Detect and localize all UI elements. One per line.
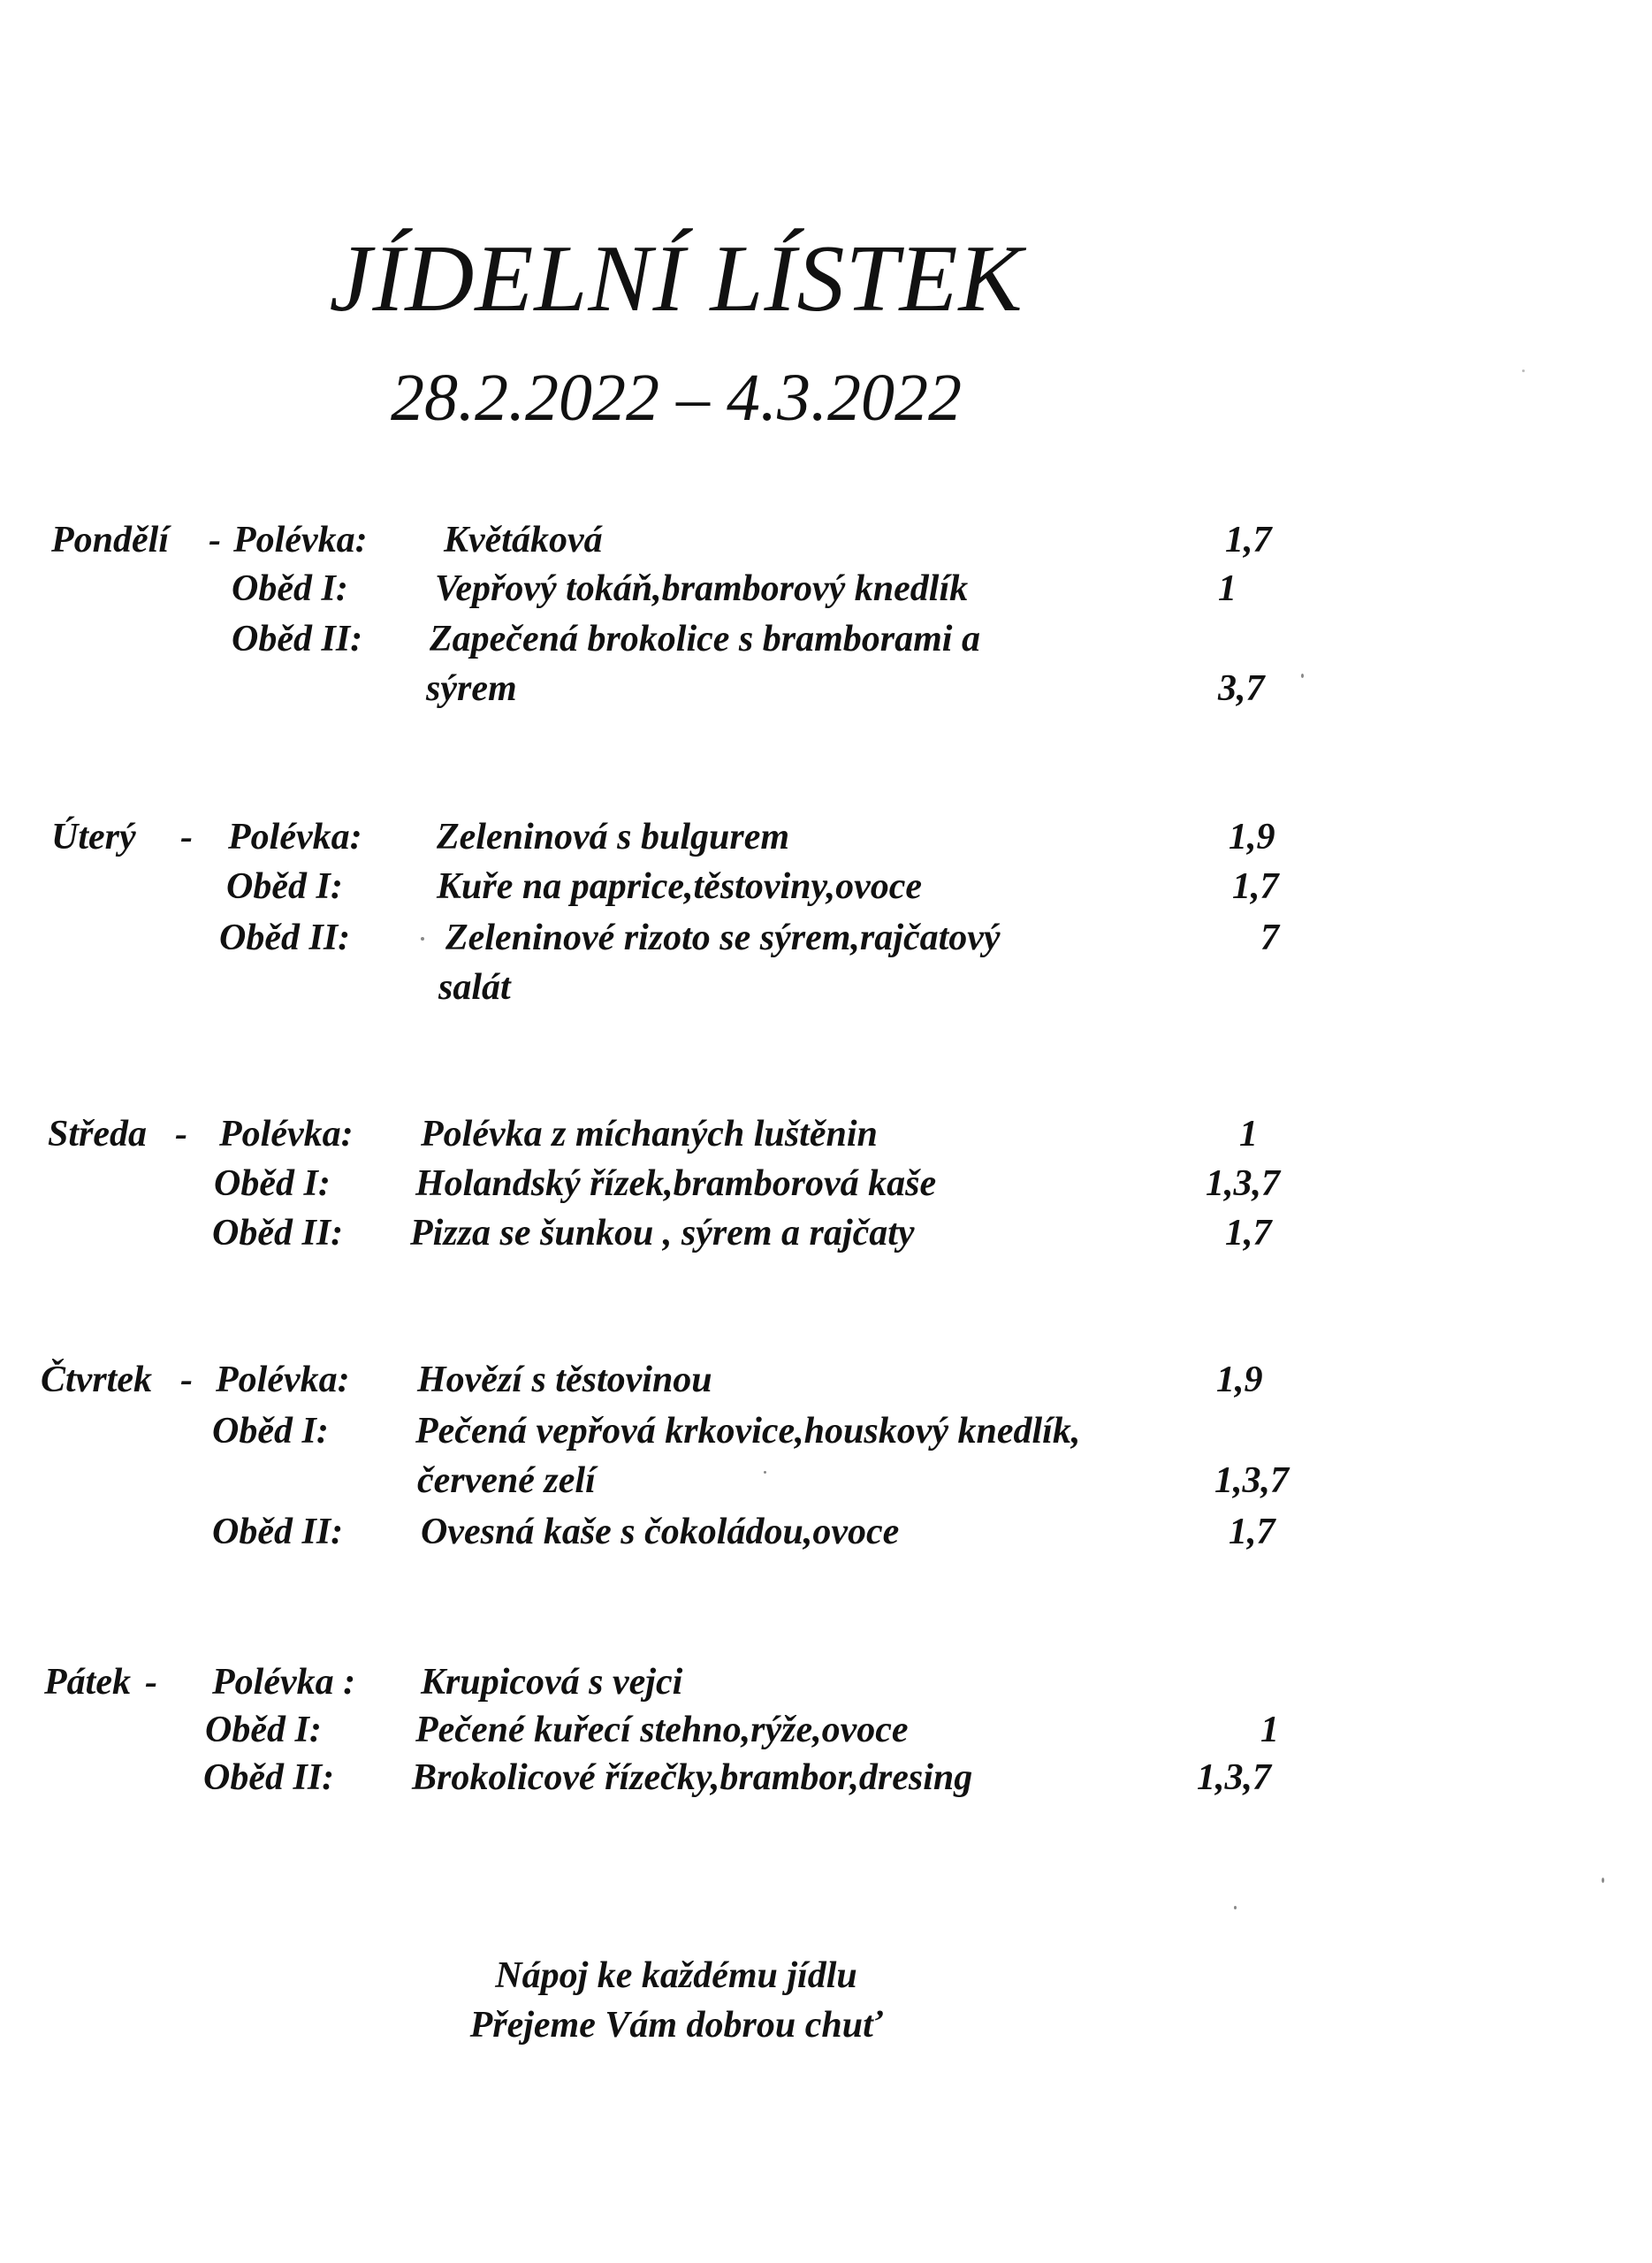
- allergen-codes: 1,9: [1216, 1360, 1263, 1400]
- allergen-codes: 1: [1239, 1114, 1258, 1154]
- allergen-codes: 1,3,7: [1214, 1460, 1289, 1501]
- course-label: Oběd II:: [203, 1757, 335, 1798]
- dish-name: Květáková: [444, 520, 603, 560]
- allergen-codes: 1,9: [1229, 817, 1275, 857]
- course-label: Polévka:: [216, 1360, 350, 1400]
- allergen-codes: 1,7: [1225, 520, 1272, 560]
- scan-speck: [1522, 370, 1525, 372]
- dish-name: Vepřový tokáň,bramborový knedlík: [435, 568, 969, 609]
- allergen-codes: 1: [1260, 1710, 1279, 1750]
- dish-name: Kuře na paprice,těstoviny,ovoce: [437, 866, 923, 907]
- footer-wish: Přejeme Vám dobrou chuť: [469, 2005, 883, 2046]
- scan-speck: [421, 937, 424, 941]
- day-dash: -: [209, 520, 221, 560]
- day-dash: -: [180, 1360, 193, 1400]
- course-label: Polévka:: [233, 520, 368, 560]
- allergen-codes: 1: [1218, 568, 1237, 609]
- dish-name-continued: salát: [438, 967, 511, 1008]
- scan-speck: [764, 1471, 766, 1474]
- course-label: Oběd I:: [205, 1710, 322, 1750]
- day-dash: -: [145, 1662, 157, 1703]
- allergen-codes: 1,7: [1229, 1512, 1275, 1552]
- dish-name: Hovězí s těstovinou: [417, 1360, 712, 1400]
- scan-speck: [1602, 1878, 1604, 1883]
- course-label: Oběd II:: [232, 619, 363, 659]
- allergen-codes: 7: [1260, 918, 1279, 958]
- day-name: Pondělí: [51, 520, 169, 560]
- course-label: Polévka :: [212, 1662, 356, 1703]
- allergen-codes: 1,3,7: [1206, 1163, 1280, 1204]
- course-label: Oběd II:: [219, 918, 351, 958]
- course-label: Polévka:: [219, 1114, 354, 1154]
- scan-speck: [1234, 1906, 1237, 1909]
- dish-name: Zeleninové rizoto se sýrem,rajčatový: [445, 918, 1001, 958]
- dish-name: Zeleninová s bulgurem: [437, 817, 790, 857]
- dish-name: Krupicová s vejci: [421, 1662, 683, 1703]
- dish-name: Pečená vepřová krkovice,houskový knedlík,: [415, 1411, 1081, 1452]
- menu-date-range: 28.2.2022 – 4.3.2022: [391, 361, 962, 435]
- dish-name-continued: sýrem: [426, 668, 517, 709]
- course-label: Oběd II:: [212, 1213, 344, 1253]
- allergen-codes: 1,7: [1232, 866, 1279, 907]
- course-label: Oběd I:: [212, 1411, 329, 1452]
- dish-name: Holandský řízek,bramborová kaše: [415, 1163, 937, 1204]
- allergen-codes: 1,7: [1225, 1213, 1272, 1253]
- day-name: Úterý: [51, 817, 136, 857]
- dish-name: Pečené kuřecí stehno,rýže,ovoce: [415, 1710, 909, 1750]
- allergen-codes: 3,7: [1218, 668, 1265, 709]
- day-name: Čtvrtek: [41, 1360, 152, 1400]
- course-label: Oběd I:: [226, 866, 343, 907]
- day-name: Pátek: [44, 1662, 131, 1703]
- course-label: Polévka:: [228, 817, 362, 857]
- dish-name: Ovesná kaše s čokoládou,ovoce: [421, 1512, 900, 1552]
- day-dash: -: [175, 1114, 187, 1154]
- menu-title: JÍDELNÍ LÍSTEK: [329, 226, 1024, 331]
- course-label: Oběd I:: [214, 1163, 331, 1204]
- dish-name-continued: červené zelí: [417, 1460, 596, 1501]
- course-label: Oběd I:: [232, 568, 348, 609]
- footer-drink-note: Nápoj ke každému jídlu: [495, 1955, 857, 1996]
- scan-speck: [1301, 674, 1304, 678]
- allergen-codes: 1,3,7: [1197, 1757, 1271, 1798]
- course-label: Oběd II:: [212, 1512, 344, 1552]
- dish-name: Polévka z míchaných luštěnin: [421, 1114, 878, 1154]
- dish-name: Pizza se šunkou , sýrem a rajčaty: [410, 1213, 915, 1253]
- day-dash: -: [180, 817, 193, 857]
- day-name: Středa: [48, 1114, 148, 1154]
- dish-name: Zapečená brokolice s bramborami a: [430, 619, 980, 659]
- dish-name: Brokolicové řízečky,brambor,dresing: [412, 1757, 973, 1798]
